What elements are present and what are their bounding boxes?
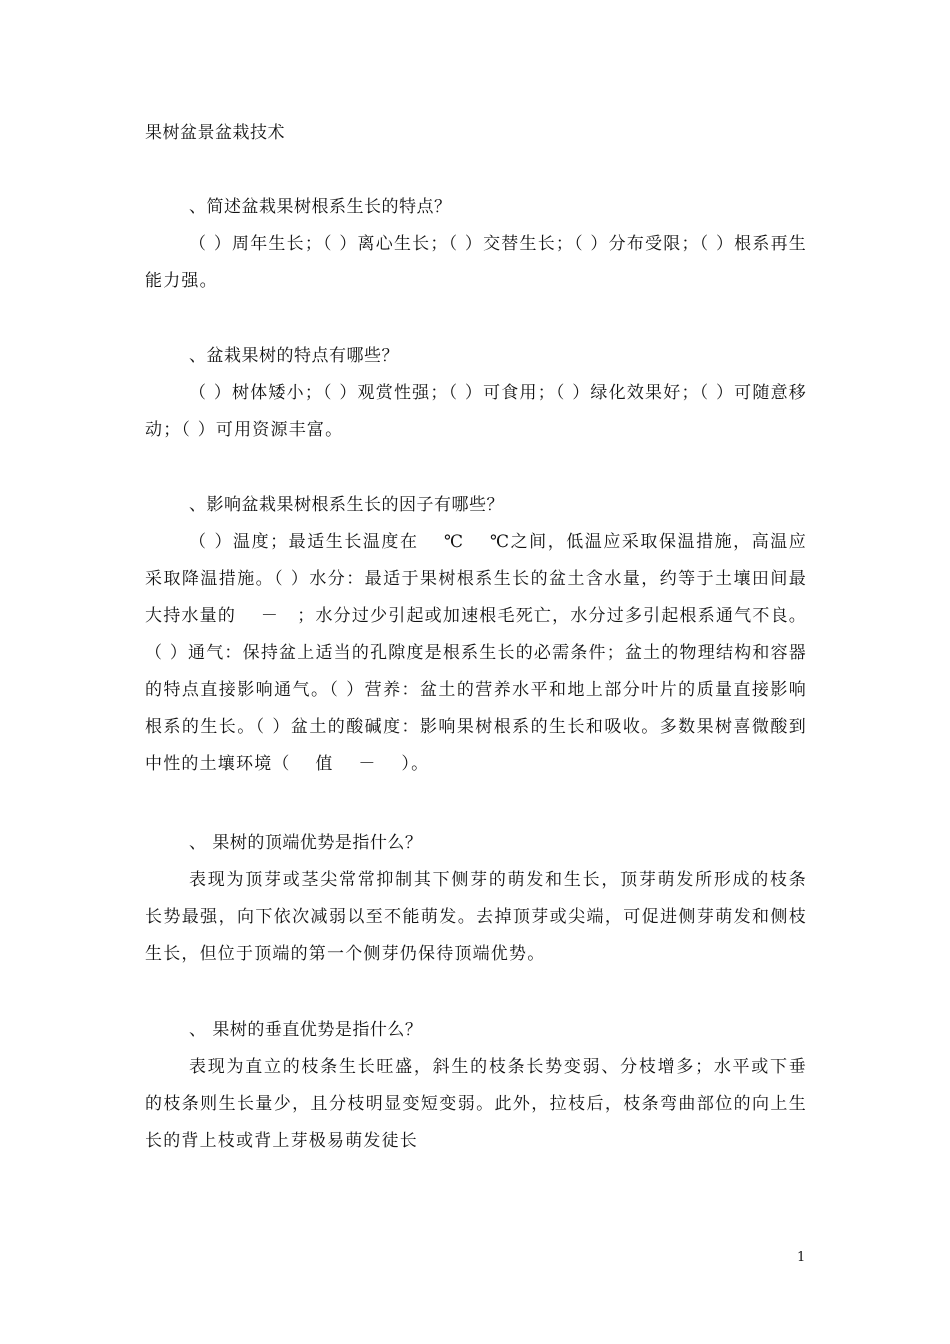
page-number: 1	[797, 1250, 806, 1265]
answer-1: （ ）周年生长；（ ）离心生长；（ ）交替生长；（ ）分布受限；（ ）根系再生能力强。	[145, 234, 807, 291]
section-5	[145, 1012, 807, 1160]
section-1	[145, 189, 807, 300]
question-1: 、简述盆栽果树根系生长的特点？	[189, 197, 452, 217]
answer-3: （ ）温度；最适生长温度在 ℃ ℃之间，低温应采取保温措施，高温应采取降温措施。（ ）水分：最适于果树根系生长的盆土含水量，约等于土壤田间最大持水量的 － ；水分过少引起或加速根毛死亡，水分过多引起根系通气不良。（ ）通气：保持盆上适当的孔隙度是根系生长的必需条件；盆土的物理结构和容器的特点直接影响通气。（ ）营养：盆土的营养水平和地上部分叶片的质量直接影响根系的生长。（ ）盆土的酸碱度：影响果树根系的生长和吸收。多数果树喜微酸到中性的土壤环境（ 值 － ）。	[145, 532, 807, 774]
section-3	[145, 487, 807, 783]
answer-5: 表现为直立的枝条生长旺盛，斜生的枝条长势变弱、分枝增多；水平或下垂的枝条则生长量少，且分枝明显变短变弱。此外，拉枝后，枝条弯曲部位的向上生长的背上枝或背上芽极易萌发徒长	[145, 1057, 807, 1151]
document-title: 果树盆景盆栽技术	[145, 123, 285, 143]
question-5: 、 果树的垂直优势是指什么？	[189, 1020, 423, 1040]
section-2	[145, 338, 807, 449]
question-2: 、盆栽果树的特点有哪些？	[189, 346, 399, 366]
question-4: 、 果树的顶端优势是指什么？	[189, 833, 423, 853]
section-4	[145, 825, 807, 973]
answer-2: （ ）树体矮小；（ ）观赏性强；（ ）可食用；（ ）绿化效果好；（ ）可随意移动；（ ）可用资源丰富。	[145, 383, 807, 440]
question-3: 、影响盆栽果树根系生长的因子有哪些？	[189, 495, 504, 515]
answer-4: 表现为顶芽或茎尖常常抑制其下侧芽的萌发和生长，顶芽萌发所形成的枝条长势最强，向下依次减弱以至不能萌发。去掉顶芽或尖端，可促进侧芽萌发和侧枝生长，但位于顶端的第一个侧芽仍保待顶端优势。	[145, 870, 807, 964]
